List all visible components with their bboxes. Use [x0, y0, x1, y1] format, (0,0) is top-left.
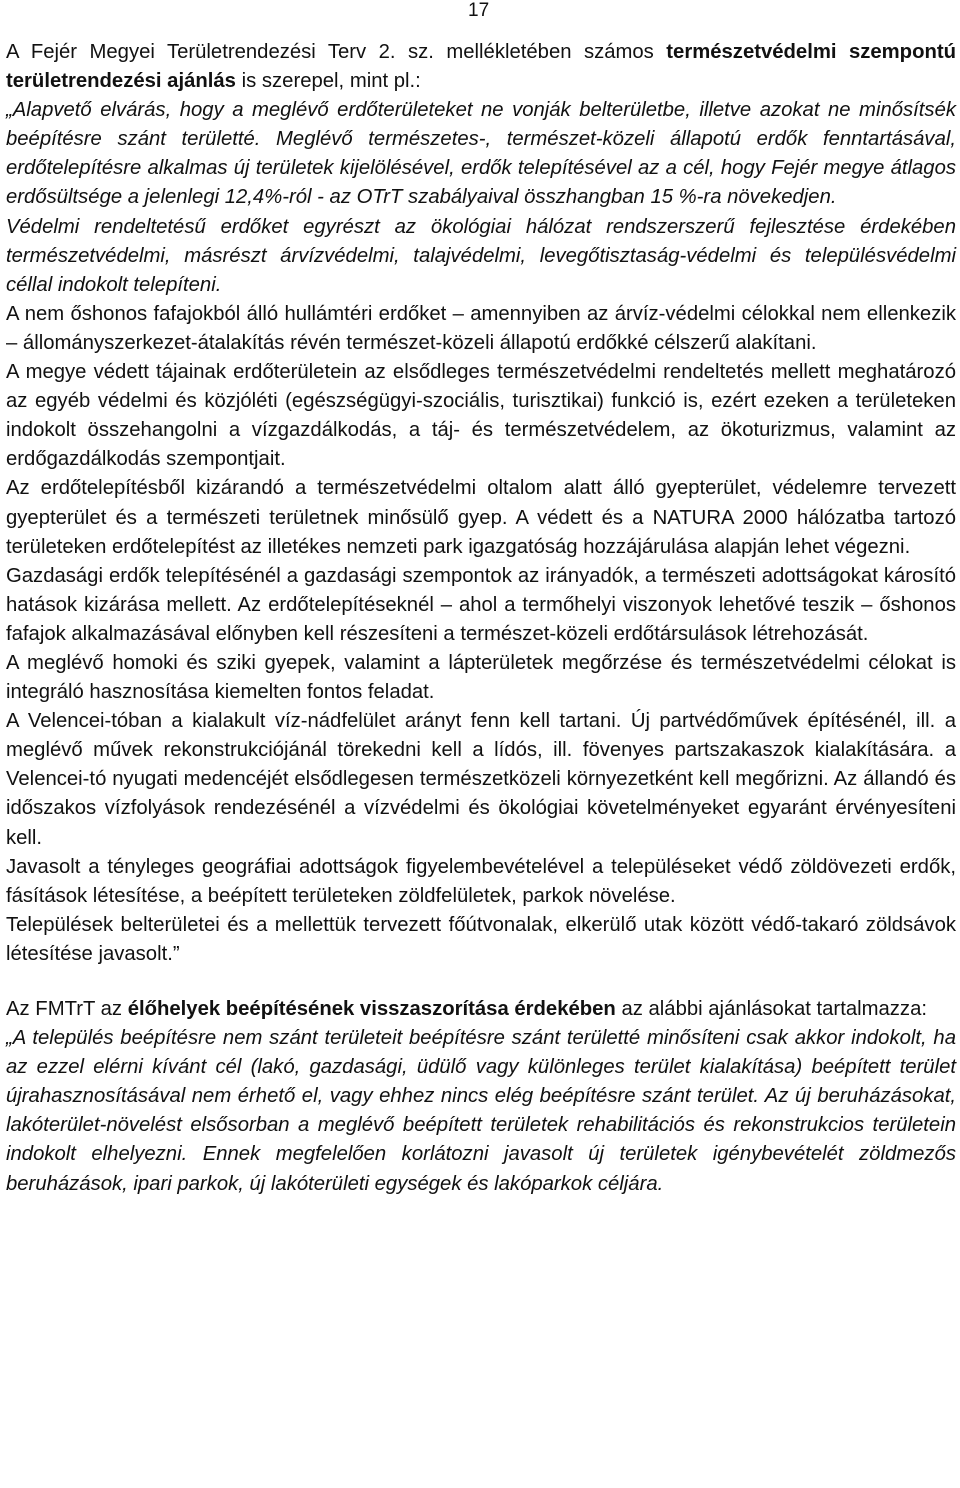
- section2-intro-text-b: az alábbi ajánlásokat tartalmazza:: [615, 998, 927, 1020]
- quote-paragraph-4: A megye védett tájainak erdőterületein az elsődleges természetvédelmi rendeltetés mellett meghatározó az egyéb védelmi és közjóléti (egészségügyi-szociális, turisztikai) funkció is, ezért ezeken a területeken indokolt összehangolni a vízgazdálkodás, a táj- és természetvédelem, az ökoturizmus, valamint az erdőgazdálkodás szempontjait.: [6, 361, 956, 471]
- section2-intro-text-a: Az FMTrT az: [6, 998, 128, 1020]
- quote-paragraph-7: A meglévő homoki és sziki gyepek, valamint a lápterületek megőrzése és természetvédelmi célokat is integráló hasznosítása kiemelten fontos feladat.: [6, 651, 956, 704]
- quote-paragraph-6: Gazdasági erdők telepítésénél a gazdasági szempontok az irányadók, a természeti adottságokat károsító hatások kizárása mellett. Az erdőtelepítéseknél – ahol a termőhelyi viszonyok lehetővé teszik – őshonos fafajok alkalmazásával előnyben kell részesíteni a természet-közeli erdőtársulások létrehozását.: [6, 564, 956, 645]
- quote-paragraph-5: Az erdőtelepítésből kizárandó a természetvédelmi oltalom alatt álló gyepterület, védelemre tervezett gyepterület és a természeti területnek minősülő gyep. A védett és a NATURA 2000 hálózatba tartozó területeken erdőtelepítést az illetékes nemzeti park igazgatóság hozzájárulása alapján lehet végezni.: [6, 477, 956, 558]
- quote-paragraph-3: A nem őshonos fafajokból álló hullámtéri erdőket – amennyiben az árvíz-védelmi célokkal nem ellenkezik – állományszerkezet-átalakítás révén természet-közeli állapotú erdőkké célszerű alakítani.: [6, 302, 956, 354]
- section2-quote: „A település beépítésre nem szánt területeit beépítésre szánt területté minősíteni csak akkor indokolt, ha az ezzel elérni kívánt cél (lakó, gazdasági, üdülő vagy különleges terület kialakítása) beépített terület újrahasznosításával nem érhető el, vagy ehhez nincs elég beépítésre szánt terület. Az új beruházásokat, lakóterület-növelést elsősorban a meglévő beépített területek rehabilitációs és rekonstrukcios területein indokolt elhelyezni. Ennek megfelelően korlátozni javasolt új területek igénybevételét zöldmezős beruházások, ipari parkok, új lakóterületi egységek és lakóparkok céljára.: [6, 1027, 956, 1195]
- section2-intro: [6, 995, 956, 1024]
- quote-paragraph-2: Védelmi rendeltetésű erdőket egyrészt az ökológiai hálózat rendszerszerű fejlesztése érdekében természetvédelmi, másrészt árvízvédelmi, talajvédelmi, levegőtisztaság-védelmi és településvédelmi céllal indokolt telepíteni.: [6, 215, 956, 296]
- quote-paragraph-10: Települések belterületei és a mellettük tervezett főútvonalak, elkerülő utak között védő-takaró zöldsávok létesítése javasolt.”: [6, 913, 956, 965]
- section1-intro-bold: természetvédelmi szempontú területrendezési ajánlás: [6, 41, 956, 93]
- quote-paragraph-9: Javasolt a tényleges geográfiai adottságok figyelembevételével a településeket védő zöldövezeti erdők, fásítások létesítése, a beépített területeken zöldfelületek, parkok növelése.: [6, 855, 956, 907]
- document-body: [6, 38, 956, 1199]
- quote-paragraph-8: A Velencei-tóban a kialakult víz-nádfelület arányt fenn kell tartani. Új partvédőművek építésénél, ill. a meglévő művek rekonstrukciójánál törekedni kell a lídós, ill. fövenyes partszakaszok kialakítására. a Velencei-tó nyugati medencéjét elsődlegesen természetközeli környezetként kell megőrizni. Az állandó és időszakos vízfolyások rendezésénél a vízvédelmi és ökológiai követelményeket egyaránt érvényesíteni kell.: [6, 710, 956, 849]
- section2-intro-bold: élőhelyek beépítésének visszaszorítása érdekében: [127, 998, 616, 1020]
- section1-intro-text-a: A Fejér Megyei Területrendezési Terv 2. sz. mellékletében számos: [6, 41, 667, 63]
- quote-paragraph-1: „Alapvető elvárás, hogy a meglévő erdőterületeket ne vonják belterületbe, illetve azokat ne minősítsék beépítésre szánt területté. Meglévő természetes-, természet-közeli állapotú erdők fenntartásával, erdőtelepítésre alkalmas új területek kijelölésével, erdők telepítésével az a cél, hogy Fejér megye átlagos erdősültsége a jelenlegi 12,4%-ról - az OTrT szabályaival összhangban 15 %-ra növekedjen.: [6, 99, 956, 209]
- page-number: 17: [468, 0, 490, 21]
- section1-intro-text-b: is szerepel, mint pl.:: [235, 70, 421, 93]
- section1-intro: [6, 38, 956, 96]
